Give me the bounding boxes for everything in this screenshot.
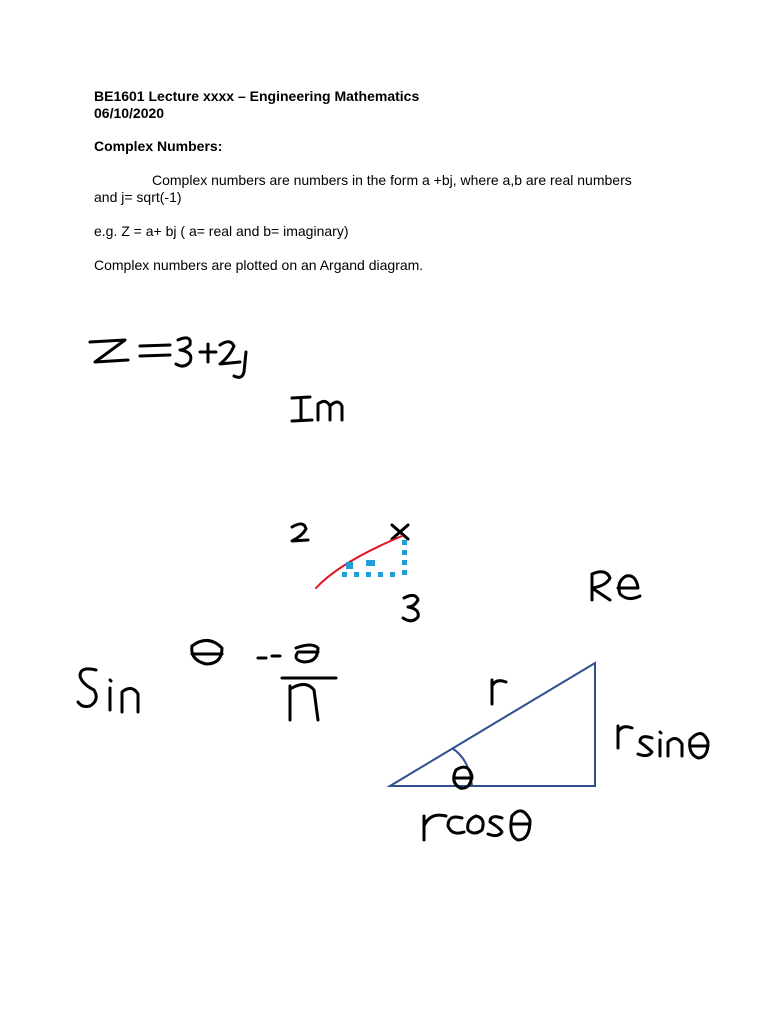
sin-fraction <box>192 640 336 720</box>
section-heading: Complex Numbers: <box>94 138 223 154</box>
magnitude-curve <box>316 536 402 588</box>
imaginary-axis-label <box>292 397 342 421</box>
real-axis-label <box>592 572 640 600</box>
sin-label <box>78 669 138 712</box>
adjacent-side-label <box>424 811 530 840</box>
real-value-label <box>403 595 418 620</box>
definition-line-1: Complex numbers are numbers in the form a +bj, where a,b are real numbers <box>152 172 632 188</box>
example-paragraph: e.g. Z = a+ bj ( a= real and b= imaginary) <box>94 223 349 239</box>
hypotenuse-label <box>492 680 506 704</box>
projection-dots <box>342 540 407 577</box>
opposite-side-label <box>618 726 708 758</box>
handwritten-equation <box>90 338 246 377</box>
definition-line-2: and j= sqrt(-1) <box>94 189 182 205</box>
argand-paragraph: Complex numbers are plotted on an Argand diagram. <box>94 257 424 273</box>
document-title: BE1601 Lecture xxxx – Engineering Mathematics <box>94 88 420 104</box>
document-date: 06/10/2020 <box>94 105 165 121</box>
angle-label <box>452 748 472 788</box>
imaginary-value-label <box>292 524 308 541</box>
